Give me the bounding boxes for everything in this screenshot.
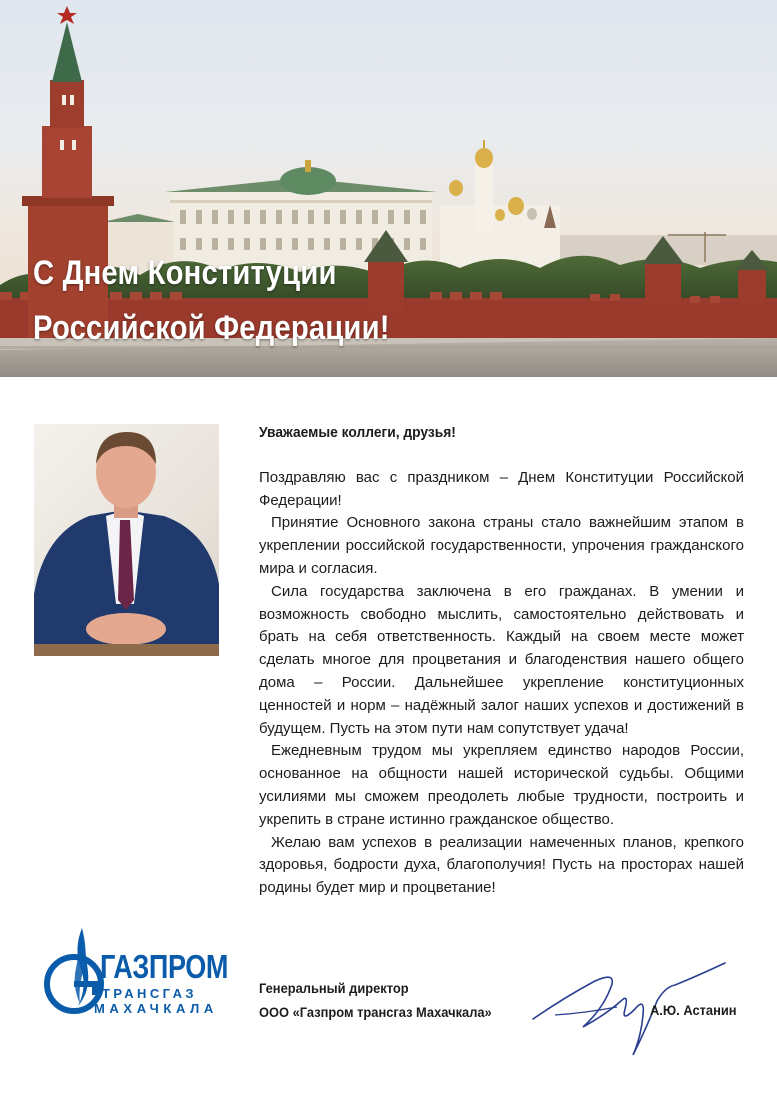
letter-paragraph: Сила государства заключена в его гражданах. В умении и возможность свободно мыслить, самостоятельно действовать и брать на себя ответственность. Каждый на своем месте может сделать многое для процветания и благоденствия нашего общего дома – России. Дальнейшее укрепление конституционных ценностей и норм – надёжный залог наших успехов и достижений в будущем. Пусть на этом пути нам сопутствует удача!: [259, 582, 744, 737]
letter-paragraph: Желаю вам успехов в реализации намеченных планов, крепкого здоровья, бодрости духа, благополучия! Пусть на просторах нашей родины будет мир и процветание!: [259, 833, 744, 897]
logo-name: ГАЗПРОМ: [100, 948, 228, 985]
portrait-illustration: [34, 424, 219, 656]
signer-position: Генеральный директор: [259, 980, 409, 996]
banner-title-line1: С Днем Конституции: [33, 254, 337, 292]
signer-company: ООО «Газпром трансгаз Махачкала»: [259, 1004, 492, 1020]
letter-paragraph: Ежедневным трудом мы укрепляем единство народов России, основанное на общности нашей исторической судьбы. Общими усилиями мы сможем преодолеть любые трудности, построить и укрепить в стране истинно гражданское общество.: [259, 742, 744, 828]
letter-body: [259, 422, 744, 900]
letter-greeting: Уважаемые коллеги, друзья!: [259, 424, 456, 441]
signer-name: А.Ю. Астанин: [650, 1002, 737, 1018]
signature-block: [259, 976, 492, 1024]
header-banner: [0, 0, 777, 377]
banner-title-line2: Российской Федерации!: [33, 309, 390, 347]
letter-paragraph: Принятие Основного закона страны стало важнейшим этапом в укреплении российской государственности, упрочения гражданского мира и согласия.: [259, 514, 744, 577]
letter-paragraph: Поздравляю вас с праздником – Днем Конституции Российской Федерации!: [259, 468, 744, 509]
logo-line2: ТРАНСГАЗ: [102, 986, 197, 1001]
gazprom-logo: [44, 926, 228, 1021]
director-portrait: [34, 424, 219, 656]
logo-line3: МАХАЧКАЛА: [94, 1001, 218, 1016]
